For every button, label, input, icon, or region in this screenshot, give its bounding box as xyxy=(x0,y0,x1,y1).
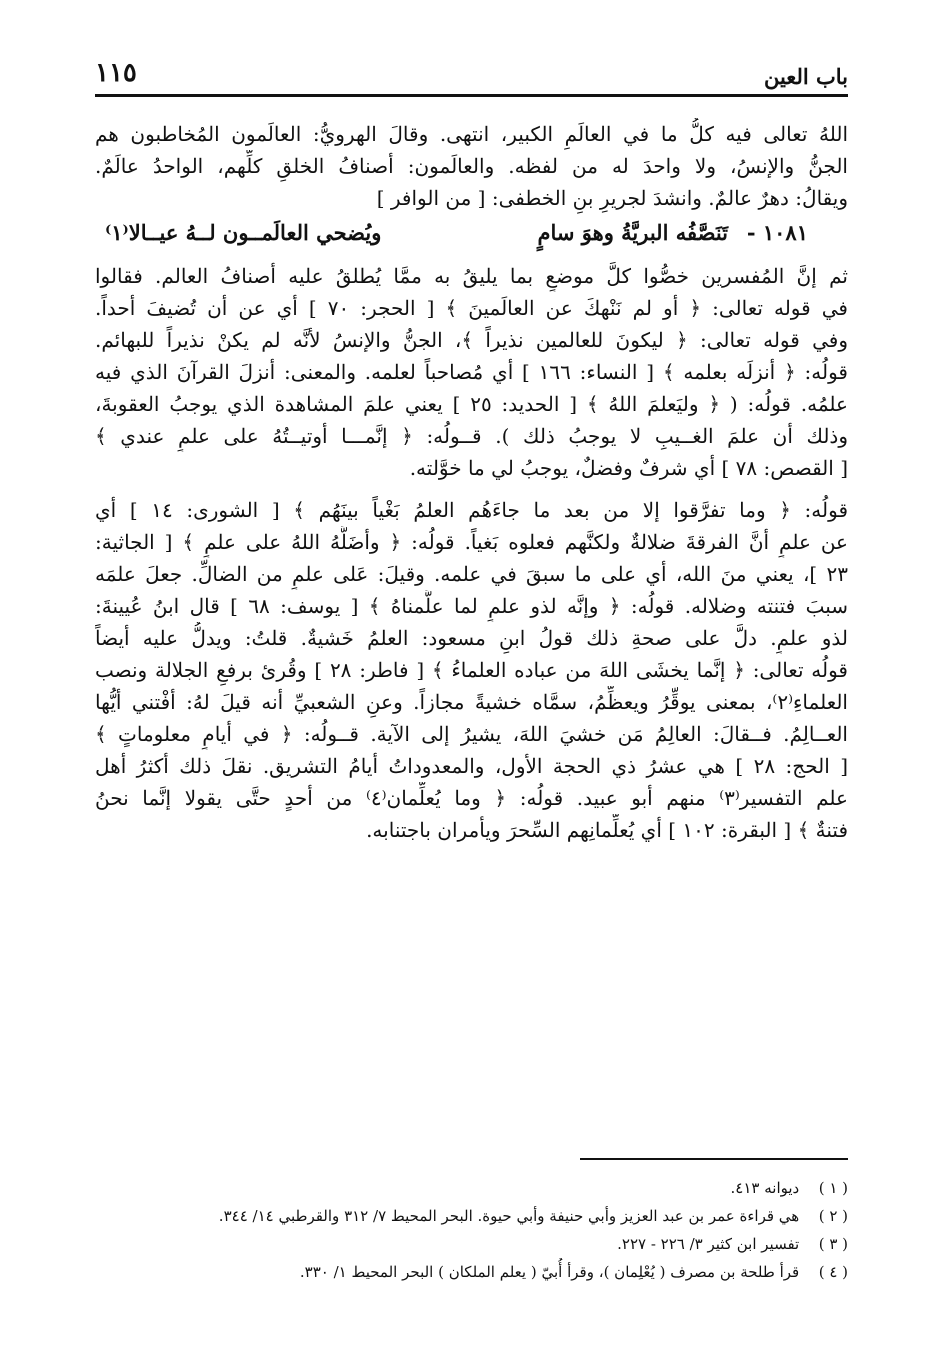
footnote-text: تفسير ابن كثير ٣/ ٢٢٦ - ٢٢٧. xyxy=(617,1235,800,1253)
text-line: العــالِمُ. فــقالَ: العالِمُ مَن خشيَ اللهَ، يشيرُ إلى الآية. قــولُه: ﴿ في أيامٍ معلوماتٍ ﴾ xyxy=(95,722,848,746)
text-line: في قوله تعالى: ﴿ أو لم نَنْهكَ عن العالَمينَ ﴾ [ الحجر: ٧٠ ] أي عن أن تُضيفَ أحداً. xyxy=(95,296,848,320)
text-line: ويقالُ: دهرٌ عالمٌ. وانشدَ لجريرِ بنِ الخطفى: [ من الوافر ] xyxy=(376,186,848,210)
footnote xyxy=(95,1230,848,1258)
footnote-mark: ( ٤ ) xyxy=(818,1263,848,1281)
page-header xyxy=(95,58,848,92)
text-line: اللهُ تعالى فيه كلُّ ما في العالَمِ الكبير، انتهى. وقالَ الهرويُّ: العالَمون المُخاطبون هم xyxy=(95,122,848,146)
text-line: [ الحج: ٢٨ ] هي عشرُ ذي الحجة الأول، والمعدوداتُ أيامُ التشريق. نقلَ ذلك أكثرُ أهل xyxy=(95,754,848,778)
text-line: علمُه. قولُه: ( ﴿ وليَعلمَ اللهُ ﴾ [ الحديد: ٢٥ ] يعني علمَ المشاهدة الذي يوجبُ العقوبةَ، xyxy=(95,392,848,416)
footnote-text: قرأ طلحة بن مصرف ( يُعْلِمان )، وقرأ أُبيّ ( يعلم الملكان ) البحر المحيط ١/ ٣٣٠. xyxy=(299,1263,800,1281)
footnote xyxy=(95,1174,848,1202)
text-line: الجنُّ والإنسُ، ولا واحدَ له من لفظه. والعالَمون: أصنافُ الخلقِ كلِّهم، الواحدُ عالَمٌ. xyxy=(95,154,848,178)
text-line: قولُه: ﴿ وما تفرَّقوا إلا من بعد ما جاءَهُم العلمُ بَغْياً بينَهُم ﴾ [ الشورى: ١٤ ] أي xyxy=(95,498,848,522)
text-line: وذلك أن علمَ الغــيبِ لا يوجبُ ذلك ). قــولُه: ﴿ إنَّمـــا أوتيــتُهُ على علمٍ عندي ﴾ xyxy=(95,424,848,448)
footnote-rule xyxy=(580,1158,848,1160)
footnote xyxy=(95,1202,848,1230)
text-line: وفي قوله تعالى: ﴿ ليكونَ للعالمين نذيراً ﴾، الجنُّ والإنسُ لأنَّه لم يكنْ نذيراً للبهائم. xyxy=(95,328,848,352)
text-line: [ القصص: ٧٨ ] أي شرفٌ وفضلٌ، يوجبُ لي ما خوَّلته. xyxy=(409,456,848,480)
text-line: قولُه: ﴿ أنزلَه بعلمه ﴾ [ النساء: ١٦٦ ] أي مُصاحباً لعلمه. والمعنى: أنزلَ القرآنَ الذي فيه xyxy=(95,360,848,384)
text-line: فتنةٌ ﴾ [ البقرة: ١٠٢ ] أي يُعلِّمانِهم السِّحرَ ويأمران باجتنابه. xyxy=(366,818,848,842)
footnote-text: ديوانه ٤١٣. xyxy=(730,1179,800,1197)
text-line: سببَ فتنته وضلاله. قولُه: ﴿ وإنَّه لذو علمٍ لما علَّمناهُ ﴾ [ يوسف: ٦٨ ] قال ابنُ عُيينةَ: xyxy=(95,594,848,618)
footnote xyxy=(95,1258,848,1286)
verse-number: ١٠٨١ - xyxy=(746,220,808,245)
text-line: عن علمٍ أنَّ الفرقةَ ضلالةٌ ولكنَّهم فعلوه بَغياً. قولُه: ﴿ وأضَلَّهُ اللهُ على علمٍ ﴾ [ الجاثية: xyxy=(95,530,848,554)
header-rule xyxy=(95,94,848,97)
text-line: لذو علمٍ. دلَّ على صحةِ ذلك قولُ ابنِ مسعود: العلمُ خَشيةٌ. قلتُ: ويدلُّ عليه أيضاً xyxy=(95,626,848,650)
text-line: قولُه تعالى: ﴿ إنَّما يخشَى اللهَ من عباده العلماءُ ﴾ [ فاطر: ٢٨ ] وقُرئ برفعِ الجلالة ونصب xyxy=(95,658,848,682)
footnote-mark: ( ٢ ) xyxy=(818,1207,848,1225)
verse-hemistich-second: ويُضحي العالَمــون لــهُ عيــالا⁽١⁾ xyxy=(105,220,382,245)
footnote-mark: ( ١ ) xyxy=(818,1179,848,1197)
verse-hemistich-first: تَنَصَّفُه البريَّةُ وهوَ سامٍ xyxy=(537,220,728,245)
footnote-text: هي قراءة عمر بن عبد العزيز وأبي حنيفة وأبي حيوة. البحر المحيط ٧/ ٣١٢ والقرطبي ١٤/ ٣٤٤. xyxy=(218,1207,800,1225)
running-title: باب العين xyxy=(763,64,848,89)
footnotes xyxy=(95,1174,848,1286)
text-line: علم التفسير⁽٣⁾ منهم أبو عبيد. قولُه: ﴿ وما يُعلِّمان⁽٤⁾ من أحدٍ حتَّى يقولا إنَّما نحنُ xyxy=(95,786,848,810)
text-line: ٢٣ ]، يعني منَ الله، أي على ما سبقَ في علمه. وقيلَ: عَلى علمٍ من الضالِّ. جعلَ علمَه xyxy=(95,562,848,586)
footnote-mark: ( ٣ ) xyxy=(818,1235,848,1253)
text-line: ثم إنَّ المُفسرين خصُّوا كلَّ موضعٍ بما يليقُ به ممَّا يُطلقُ عليه أصنافُ العالم. فقالوا xyxy=(95,264,848,288)
page-number: ١١٥ xyxy=(95,58,137,88)
poetry-verse xyxy=(95,216,848,256)
main-text xyxy=(95,118,848,846)
text-line: العلماءِ⁽٢⁾، بمعنى يوقِّرُ ويعظِّمُ، سمَّاه خشيةً مجازاً. وعنِ الشعبيِّ أنه قيلَ لهُ: أفْتني أيُّها xyxy=(95,690,848,714)
